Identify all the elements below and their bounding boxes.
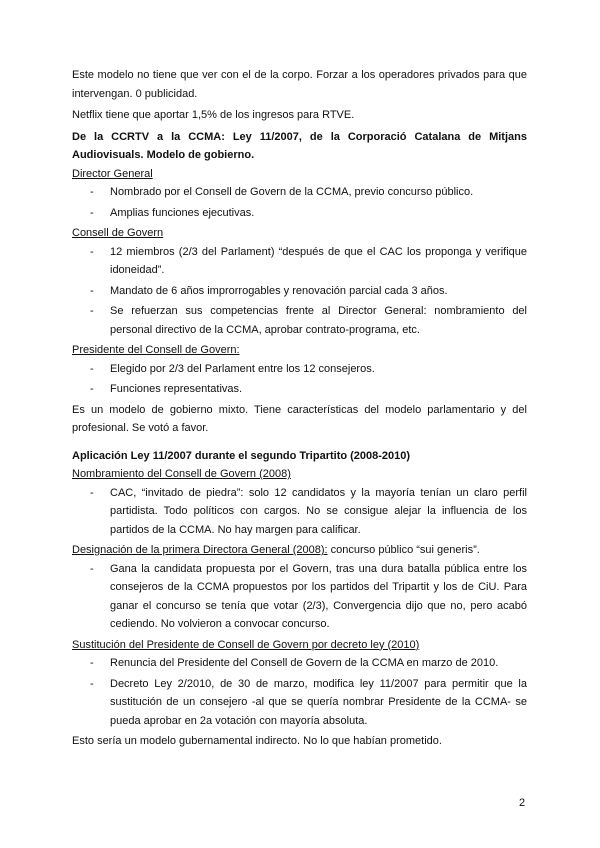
sustitucion-list	[90, 654, 527, 730]
dash-marker: -	[90, 486, 94, 499]
presidente-consell-title: Presidente del Consell de Govern:	[72, 344, 240, 356]
section2-closing: Esto sería un modelo gubernamental indirecto. No lo que habían prometido.	[72, 735, 442, 747]
dash-marker: -	[90, 305, 94, 317]
consell-govern-list-wrap	[72, 243, 527, 340]
designacion-rest: concurso público “sui generis”.	[327, 544, 480, 556]
dash-marker: -	[90, 206, 94, 219]
sustitucion-list-wrap	[72, 654, 527, 730]
intro-paragraph-2: Netflix tiene que aportar 1,5% de los ingresos para RTVE.	[72, 109, 355, 121]
sustitucion-title: Sustitución del Presidente de Consell de Govern por decreto ley (2010)	[72, 638, 420, 651]
designacion-list	[90, 560, 527, 634]
list-item: - Renuncia del Presidente del Consell de Govern de la CCMA en marzo de 2010.	[90, 654, 527, 673]
consell-govern-list	[90, 243, 527, 340]
designacion-line	[72, 541, 527, 560]
director-general-list-wrap	[72, 183, 527, 222]
list-item: - Funciones representativas.	[90, 380, 527, 399]
dash-marker: -	[90, 284, 94, 297]
dash-marker: -	[90, 657, 94, 669]
intro-paragraph-1: Este modelo no tiene que ver con el de la corpo. Forzar a los operadores privados para que intervengan. 0 publicidad.	[72, 69, 527, 100]
consell-govern-title: Consell de Govern	[72, 227, 164, 239]
dash-marker: -	[90, 677, 94, 690]
list-item: - 12 miembros (2/3 del Parlament) “después de que el CAC los proponga y verifique idoneidad”.	[90, 243, 527, 280]
list-item: - Se refuerzan sus competencias frente al Director General: nombramiento del personal directivo de la CCMA, aprobar contrato-programa, etc.	[90, 302, 527, 339]
presidente-consell-list-wrap	[72, 360, 527, 399]
list-item: - Gana la candidata propuesta por el Govern, tras una dura batalla pública entre los consejeros de la CCMA propuestos por los partidos del Tripartit y los de CiU. Para ganar el concurso se tenía que votar (2/3), Convergencia dijo que no, pero acabó cediendo. No volvieron a convocar concurso.	[90, 560, 527, 634]
list-item: - Nombrado por el Consell de Govern de la CCMA, previo concurso público.	[90, 183, 527, 202]
dash-marker: -	[90, 383, 94, 395]
nombramiento-list	[90, 484, 527, 540]
section2-heading: Aplicación Ley 11/2007 durante el segundo Tripartito (2008-2010)	[72, 449, 411, 462]
nombramiento-list-wrap	[72, 484, 527, 540]
nombramiento-title: Nombramiento del Consell de Govern (2008)	[72, 468, 291, 480]
list-item: - Decreto Ley 2/2010, de 30 de marzo, modifica ley 11/2007 para permitir que la sustitución de un consejero -al que se quería nombrar Presidente de la CCMA- se pueda aprobar en 2a votación con mayoría absoluta.	[90, 675, 527, 731]
list-item: - Elegido por 2/3 del Parlament entre los 12 consejeros.	[90, 360, 527, 379]
list-item: - CAC, “invitado de piedra”: solo 12 candidatos y la mayoría tenían un claro perfil partidista. Todo políticos con cargos. No se consigue alejar la influencia de los partidos de la CCMA. No hay margen para calificar.	[90, 484, 527, 540]
director-general-list	[90, 183, 527, 222]
section1-summary: Es un modelo de gobierno mixto. Tiene características del modelo parlamentario y del profesional. Se votó a favor.	[72, 403, 527, 434]
dash-marker: -	[90, 245, 94, 258]
designacion-list-wrap	[72, 560, 527, 634]
dash-marker: -	[90, 562, 94, 575]
dash-marker: -	[90, 186, 94, 198]
list-item: - Mandato de 6 años improrrogables y renovación parcial cada 3 años.	[90, 282, 527, 301]
presidente-consell-list	[90, 360, 527, 399]
section1-heading: De la CCRTV a la CCMA: Ley 11/2007, de la Corporació Catalana de Mitjans Audiovisuals. Modelo de gobierno.	[72, 130, 527, 161]
dash-marker: -	[90, 362, 94, 375]
designacion-title: Designación de la primera Directora General (2008):	[72, 544, 328, 556]
list-item: - Amplias funciones ejecutivas.	[90, 204, 527, 223]
page-number: 2	[519, 797, 526, 809]
page-content	[72, 66, 527, 751]
director-general-title: Director General	[72, 167, 153, 180]
